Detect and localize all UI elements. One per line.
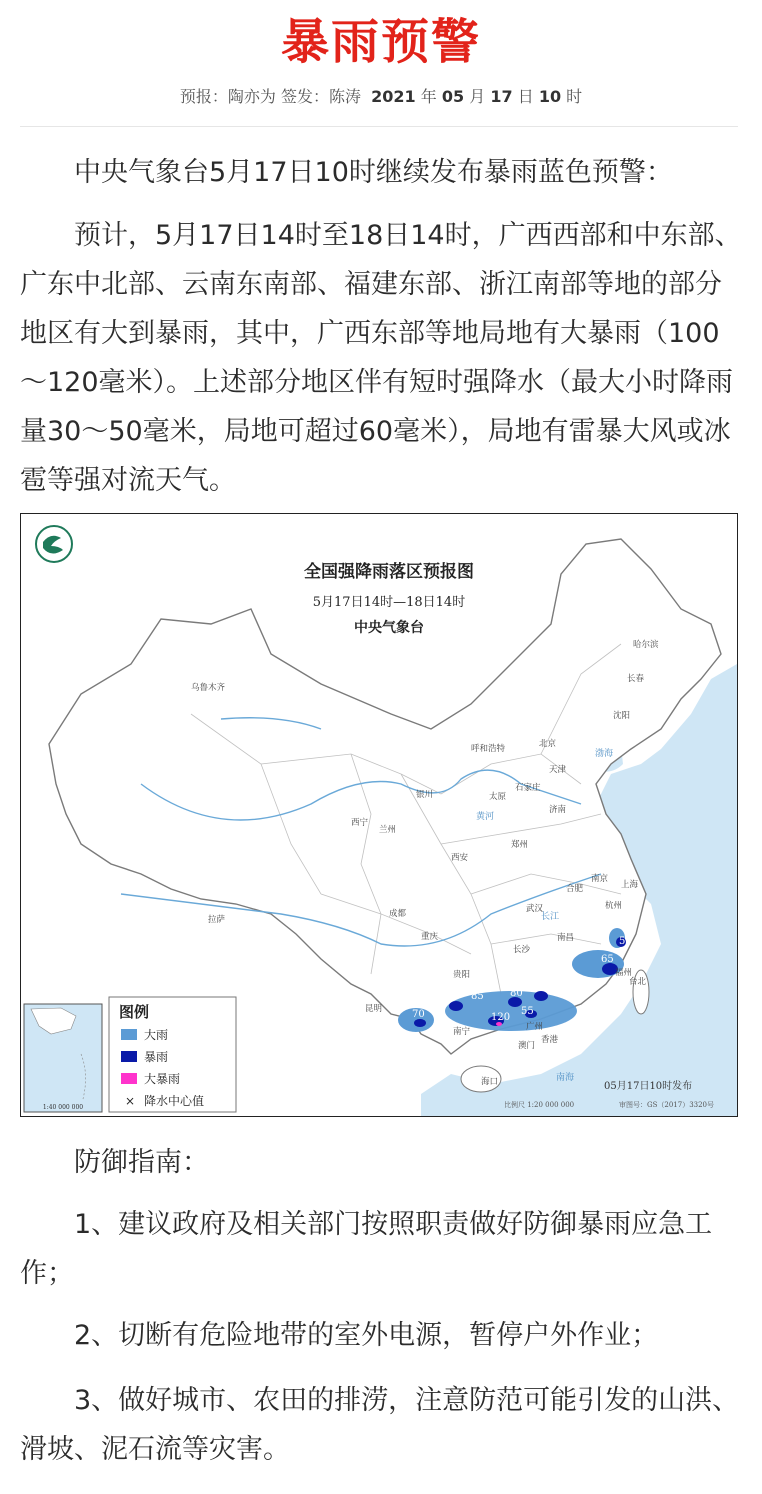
city-label: 银川 [416, 790, 434, 800]
guide-item-3: 3、做好城市、农田的排涝，注意防范可能引发的山洪、滑坡、泥石流等灾害。 [20, 1385, 740, 1465]
hour-unit: 时 [566, 87, 583, 106]
intro-paragraph: 中央气象台5月17日10时继续发布暴雨蓝色预警： [74, 157, 673, 188]
city-label: 重庆 [421, 932, 439, 942]
city-label: 昆明 [365, 1004, 383, 1014]
rainstorm-spot [449, 1001, 463, 1011]
forecast-paragraph: 预计，5月17日14时至18日14时，广西西部和中东部、广东中北部、云南东南部、福建东部、浙江南部等地的部分地区有大到暴雨，其中，广西东部等地局地有大暴雨（100～120毫米）。上述部分地区伴有短时强降水（最大小时降雨量30～50毫米，局地可超过60毫米），局地有雷暴大风或冰雹等强对流天气。 [20, 220, 742, 496]
map-period: 5月17日14时—18日14时 [312, 595, 466, 610]
city-label: 贵阳 [453, 970, 471, 980]
rain-value: 80 [510, 988, 523, 999]
city-label: 南昌 [557, 933, 575, 943]
legend-label: 暴雨 [144, 1050, 169, 1064]
legend-label: 大暴雨 [144, 1072, 181, 1086]
map-legend [109, 997, 236, 1112]
city-label: 西宁 [351, 818, 369, 828]
city-label: 成都 [389, 909, 407, 919]
south-china-sea-inset [24, 1004, 102, 1112]
city-label: 西安 [451, 853, 469, 863]
hour: 10 [538, 87, 562, 106]
rain-value: 120 [491, 1012, 511, 1023]
map-agency: 中央气象台 [354, 620, 424, 636]
bohai-label: 渤海 [595, 749, 614, 759]
guide-item-2: 2、切断有危险地带的室外电源，暂停户外作业； [74, 1320, 659, 1351]
city-label: 北京 [539, 739, 557, 749]
forecast-label: 预报： [179, 87, 228, 106]
city-label: 台北 [629, 977, 647, 987]
year: 2021 [371, 87, 416, 106]
month: 05 [441, 87, 465, 106]
legend-swatch-heavy-rain [121, 1029, 137, 1040]
city-label: 天津 [549, 765, 567, 775]
changjiang-label: 长江 [541, 912, 560, 922]
guide-item-1: 1、建议政府及相关部门按照职责做好防御暴雨应急工作； [20, 1209, 713, 1289]
city-label: 南宁 [453, 1027, 471, 1037]
legend-swatch-rainstorm [121, 1051, 137, 1062]
city-label: 沈阳 [613, 711, 631, 721]
city-label: 长春 [627, 674, 645, 684]
city-label: 郑州 [511, 840, 529, 850]
legend-swatch-extreme-rain [121, 1073, 137, 1084]
divider [20, 126, 738, 127]
legend-label: 降水中心值 [144, 1094, 205, 1108]
city-label: 石家庄 [515, 783, 541, 793]
rain-value: 70 [537, 982, 550, 993]
rain-forecast-map [20, 513, 738, 1117]
rain-value: 55 [521, 1006, 534, 1017]
city-label: 合肥 [566, 884, 584, 894]
rainstorm-spot [414, 1019, 426, 1027]
day: 17 [490, 87, 513, 106]
city-label: 上海 [621, 880, 639, 890]
year-unit: 年 [420, 87, 437, 106]
guide-title: 防御指南： [74, 1147, 209, 1178]
issue-time: 05月17日10时发布 [604, 1081, 693, 1092]
forecaster-name: 陶亦为 [227, 87, 276, 106]
legend-cross-symbol: × [125, 1094, 136, 1108]
city-label: 杭州 [605, 901, 623, 911]
rain-value: 55 [619, 936, 632, 947]
map-approval-number: 审图号：GS（2017）3320号 [619, 1101, 715, 1109]
map-svg [21, 514, 737, 1116]
city-label: 太原 [489, 792, 507, 802]
city-label: 兰州 [379, 825, 397, 835]
city-label: 长沙 [513, 945, 531, 955]
city-label: 武汉 [526, 904, 544, 914]
rain-value: 85 [471, 991, 484, 1002]
nanhai-label: 南海 [556, 1073, 575, 1083]
city-label: 海口 [481, 1077, 499, 1087]
city-label: 呼和浩特 [471, 744, 506, 754]
byline [0, 84, 762, 110]
city-label: 澳门 [518, 1041, 536, 1051]
city-label: 广州 [526, 1022, 544, 1032]
day-unit: 日 [517, 87, 534, 106]
rain-value: 65 [601, 954, 614, 965]
city-label: 乌鲁木齐 [191, 683, 226, 693]
inset-scale: 1:40 000 000 [42, 1104, 84, 1111]
city-label: 拉萨 [208, 915, 226, 925]
rain-value: 70 [412, 1009, 425, 1020]
signer-name: 陈涛 [328, 87, 361, 106]
city-label: 哈尔滨 [633, 640, 659, 650]
huanghe-label: 黄河 [476, 812, 495, 822]
city-label: 香港 [541, 1035, 559, 1045]
map-scale: 比例尺 1:20 000 000 [504, 1101, 575, 1109]
page-title: 暴雨预警 [280, 14, 481, 70]
month-unit: 月 [469, 87, 486, 106]
sign-label: 签发： [280, 87, 329, 106]
legend-title: 图例 [119, 1003, 150, 1021]
city-label: 济南 [549, 805, 567, 815]
map-title: 全国强降雨落区预报图 [304, 562, 474, 582]
legend-label: 大雨 [144, 1028, 169, 1042]
city-label: 南京 [591, 874, 609, 884]
city-label: 福州 [615, 968, 633, 978]
agency-logo [36, 526, 72, 562]
